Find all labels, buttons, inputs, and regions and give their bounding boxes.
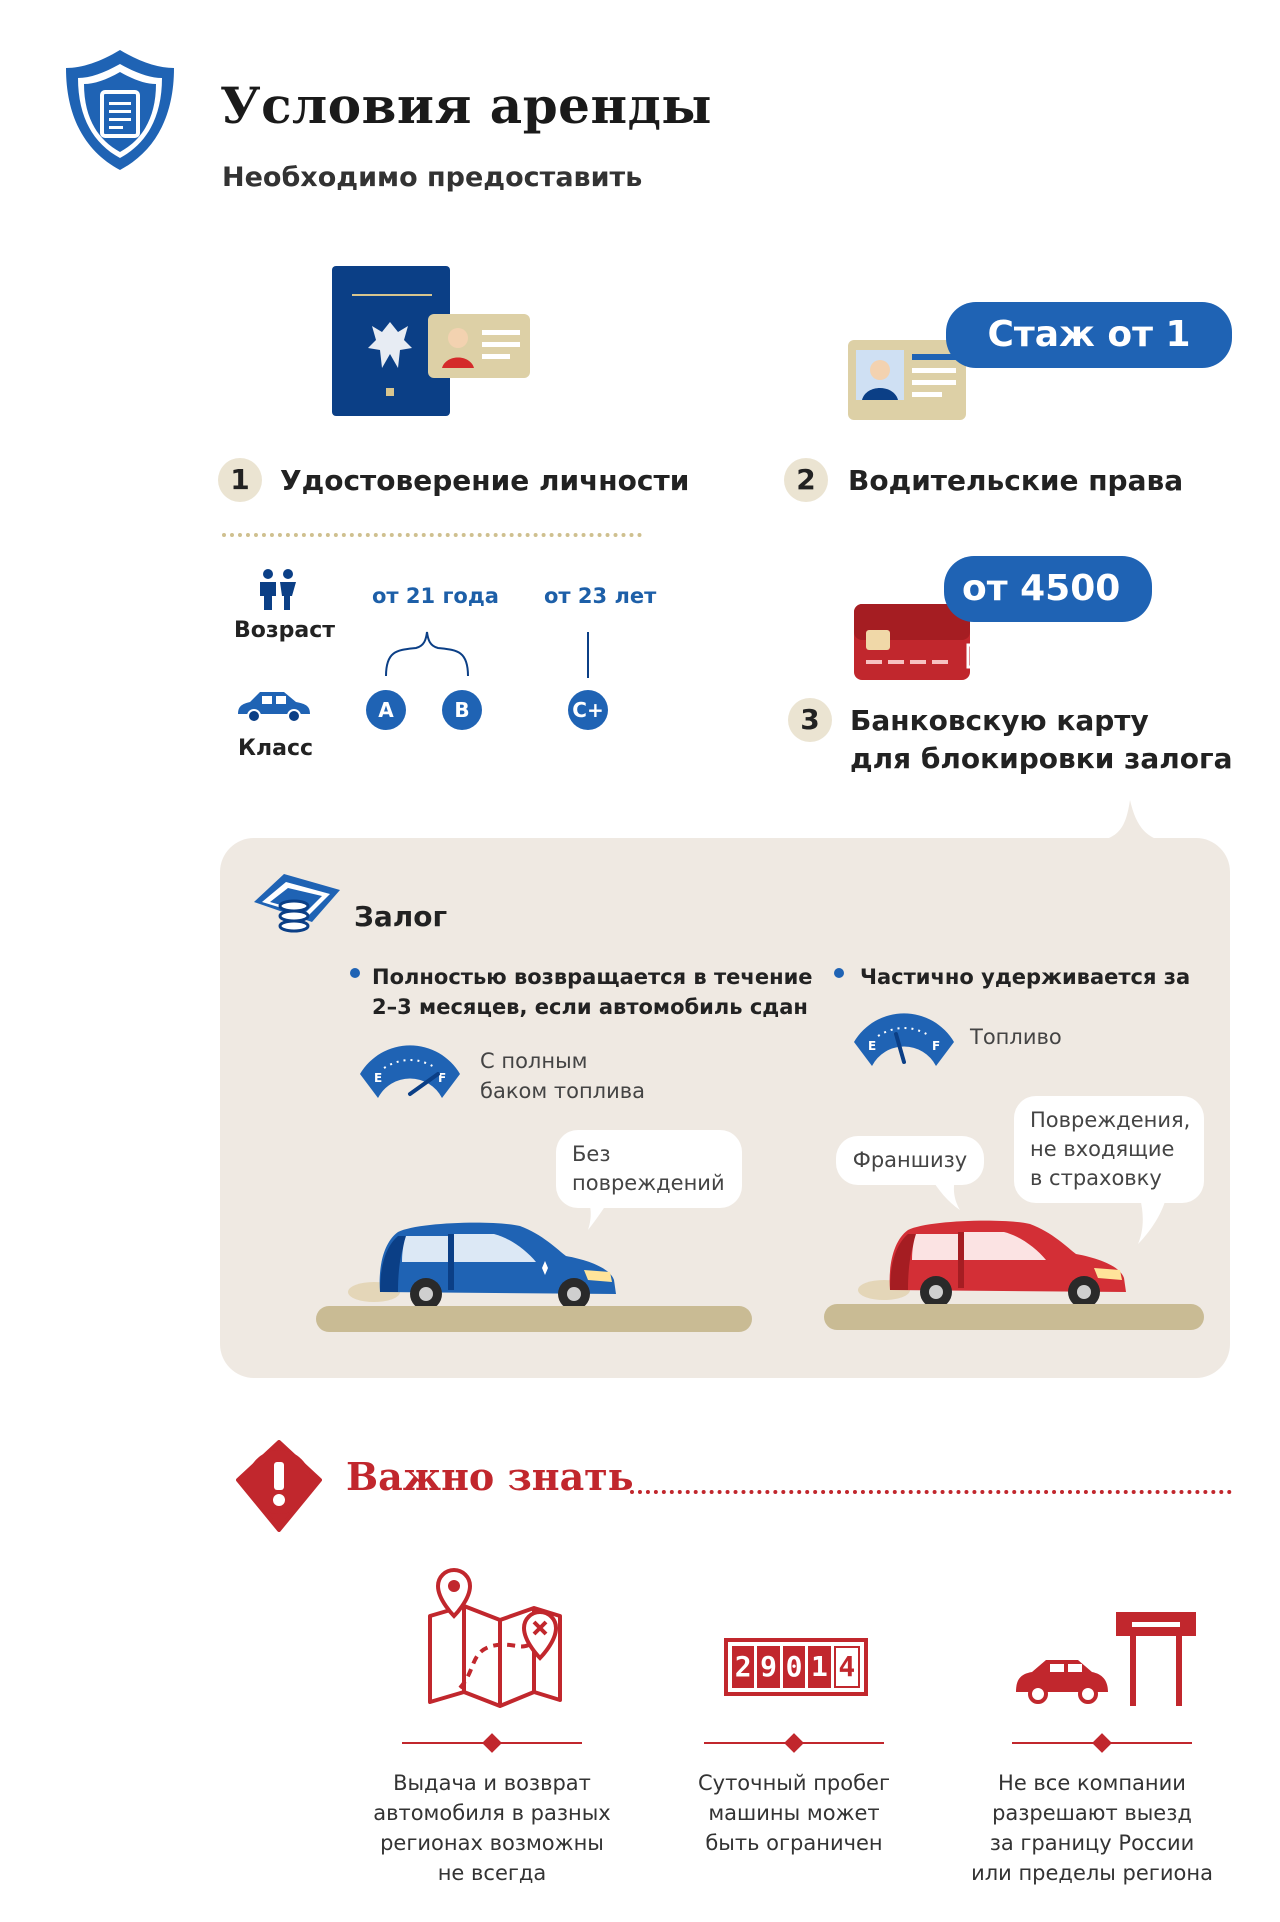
bubble-tail <box>930 1176 960 1210</box>
damage-line-1: Повреждения, <box>1030 1108 1191 1132</box>
no-damage-line-2: повреждений <box>572 1171 725 1195</box>
damage-line-2: не входящие <box>1030 1137 1175 1161</box>
map-pin-icon <box>420 1566 570 1710</box>
class-a-badge: A <box>366 690 406 730</box>
deposit-amount-badge <box>944 556 1152 622</box>
franchise-bubble <box>836 1136 984 1185</box>
car-icon <box>234 688 314 724</box>
class-label: Класс <box>238 736 314 761</box>
age-label: Возраст <box>234 618 336 643</box>
deposit-title: Залог <box>354 900 448 933</box>
warning-icon <box>236 1440 322 1532</box>
document-shield-icon <box>62 48 178 172</box>
odometer-digit: 4 <box>834 1646 860 1688</box>
border-line-4: или пределы региона <box>971 1861 1213 1885</box>
returned-line-1: Полностью возвращается в течение <box>372 965 813 989</box>
age-23-connector <box>587 632 589 678</box>
deposit-amount: от 4500 <box>962 568 1121 609</box>
class-c-plus-badge: C+ <box>568 690 608 730</box>
bullet-dot <box>834 968 844 978</box>
fuel-gauge-full-icon <box>358 1044 462 1100</box>
mileage-text <box>664 1768 924 1858</box>
dotted-divider <box>222 533 642 537</box>
full-tank-line-2: баком топлива <box>480 1079 645 1103</box>
experience-badge: Стаж от 1 года <box>946 302 1232 368</box>
red-diamond-ornament <box>784 1733 804 1753</box>
bullet-dot <box>350 968 360 978</box>
damage-line-3: в страховку <box>1030 1166 1162 1190</box>
brace-connector <box>382 628 472 678</box>
blue-car-illustration <box>344 1210 624 1310</box>
bubble-tail <box>1136 1198 1166 1244</box>
border-line-2: разрешают выезд <box>992 1801 1192 1825</box>
step-3-number: 3 <box>788 698 832 742</box>
money-coins-icon <box>250 872 346 936</box>
mileage-line-2: машины может <box>708 1801 880 1825</box>
fuel-gauge-icon <box>852 1012 956 1068</box>
class-b-badge: B <box>442 690 482 730</box>
border-line-1: Не все компании <box>998 1771 1186 1795</box>
important-title: Важно знать <box>346 1454 634 1499</box>
passport-icon <box>332 266 532 416</box>
regions-text <box>362 1768 622 1888</box>
regions-line-1: Выдача и возврат <box>393 1771 591 1795</box>
ruble-box-icon <box>966 643 992 669</box>
gauge-f-label: F <box>438 1071 447 1085</box>
page-subtitle: Необходимо предоставить <box>222 162 643 193</box>
no-damage-line-1: Без <box>572 1142 611 1166</box>
road-right <box>824 1304 1204 1330</box>
age-21-label: от 21 года <box>372 584 499 608</box>
panel-pointer <box>1090 800 1170 842</box>
mileage-line-1: Суточный пробег <box>697 1771 891 1795</box>
withheld-title: Частично удерживается за <box>860 965 1191 989</box>
red-diamond-ornament <box>1092 1733 1112 1753</box>
step-2-number: 2 <box>784 458 828 502</box>
step-2-label: Водительские права <box>848 464 1184 497</box>
odometer-icon <box>724 1638 868 1696</box>
full-tank-line-1: С полным <box>480 1049 588 1073</box>
step-3-label-line-2: для блокировки залога <box>850 742 1233 775</box>
border-barrier-icon <box>1010 1608 1200 1708</box>
step-1-label: Удостоверение личности <box>280 464 690 497</box>
regions-line-4: не всегда <box>437 1861 547 1885</box>
odometer-digit: 2 <box>732 1646 754 1688</box>
border-line-3: за границу России <box>989 1831 1195 1855</box>
bank-card-icon <box>854 604 970 680</box>
odometer-digit: 9 <box>757 1646 779 1688</box>
franchise-label: Франшизу <box>852 1148 968 1172</box>
gauge-e-label: E <box>374 1071 383 1085</box>
page-title: Условия аренды <box>220 76 713 135</box>
gauge-e-label: E <box>868 1039 877 1053</box>
regions-line-3: регионах возможны <box>380 1831 604 1855</box>
border-text <box>962 1768 1222 1888</box>
mileage-line-3: быть ограничен <box>705 1831 883 1855</box>
gauge-f-label: F <box>932 1039 941 1053</box>
drivers-license-icon <box>848 340 966 420</box>
people-icon <box>254 568 302 612</box>
road-left <box>316 1306 752 1332</box>
step-3-label-line-1: Банковскую карту <box>850 704 1149 737</box>
odometer-digit: 1 <box>808 1646 830 1688</box>
odometer-digit: 0 <box>783 1646 805 1688</box>
damage-bubble <box>1014 1096 1204 1203</box>
no-damage-bubble <box>556 1130 742 1208</box>
important-dotted-divider <box>630 1490 1232 1494</box>
returned-line-2: 2–3 месяцев, если автомобиль сдан <box>372 995 808 1019</box>
step-1-number: 1 <box>218 458 262 502</box>
age-23-label: от 23 лет <box>544 584 657 608</box>
red-car-illustration <box>854 1208 1134 1308</box>
fuel-label: Топливо <box>970 1025 1062 1049</box>
regions-line-2: автомобиля в разных <box>373 1801 611 1825</box>
red-diamond-ornament <box>482 1733 502 1753</box>
